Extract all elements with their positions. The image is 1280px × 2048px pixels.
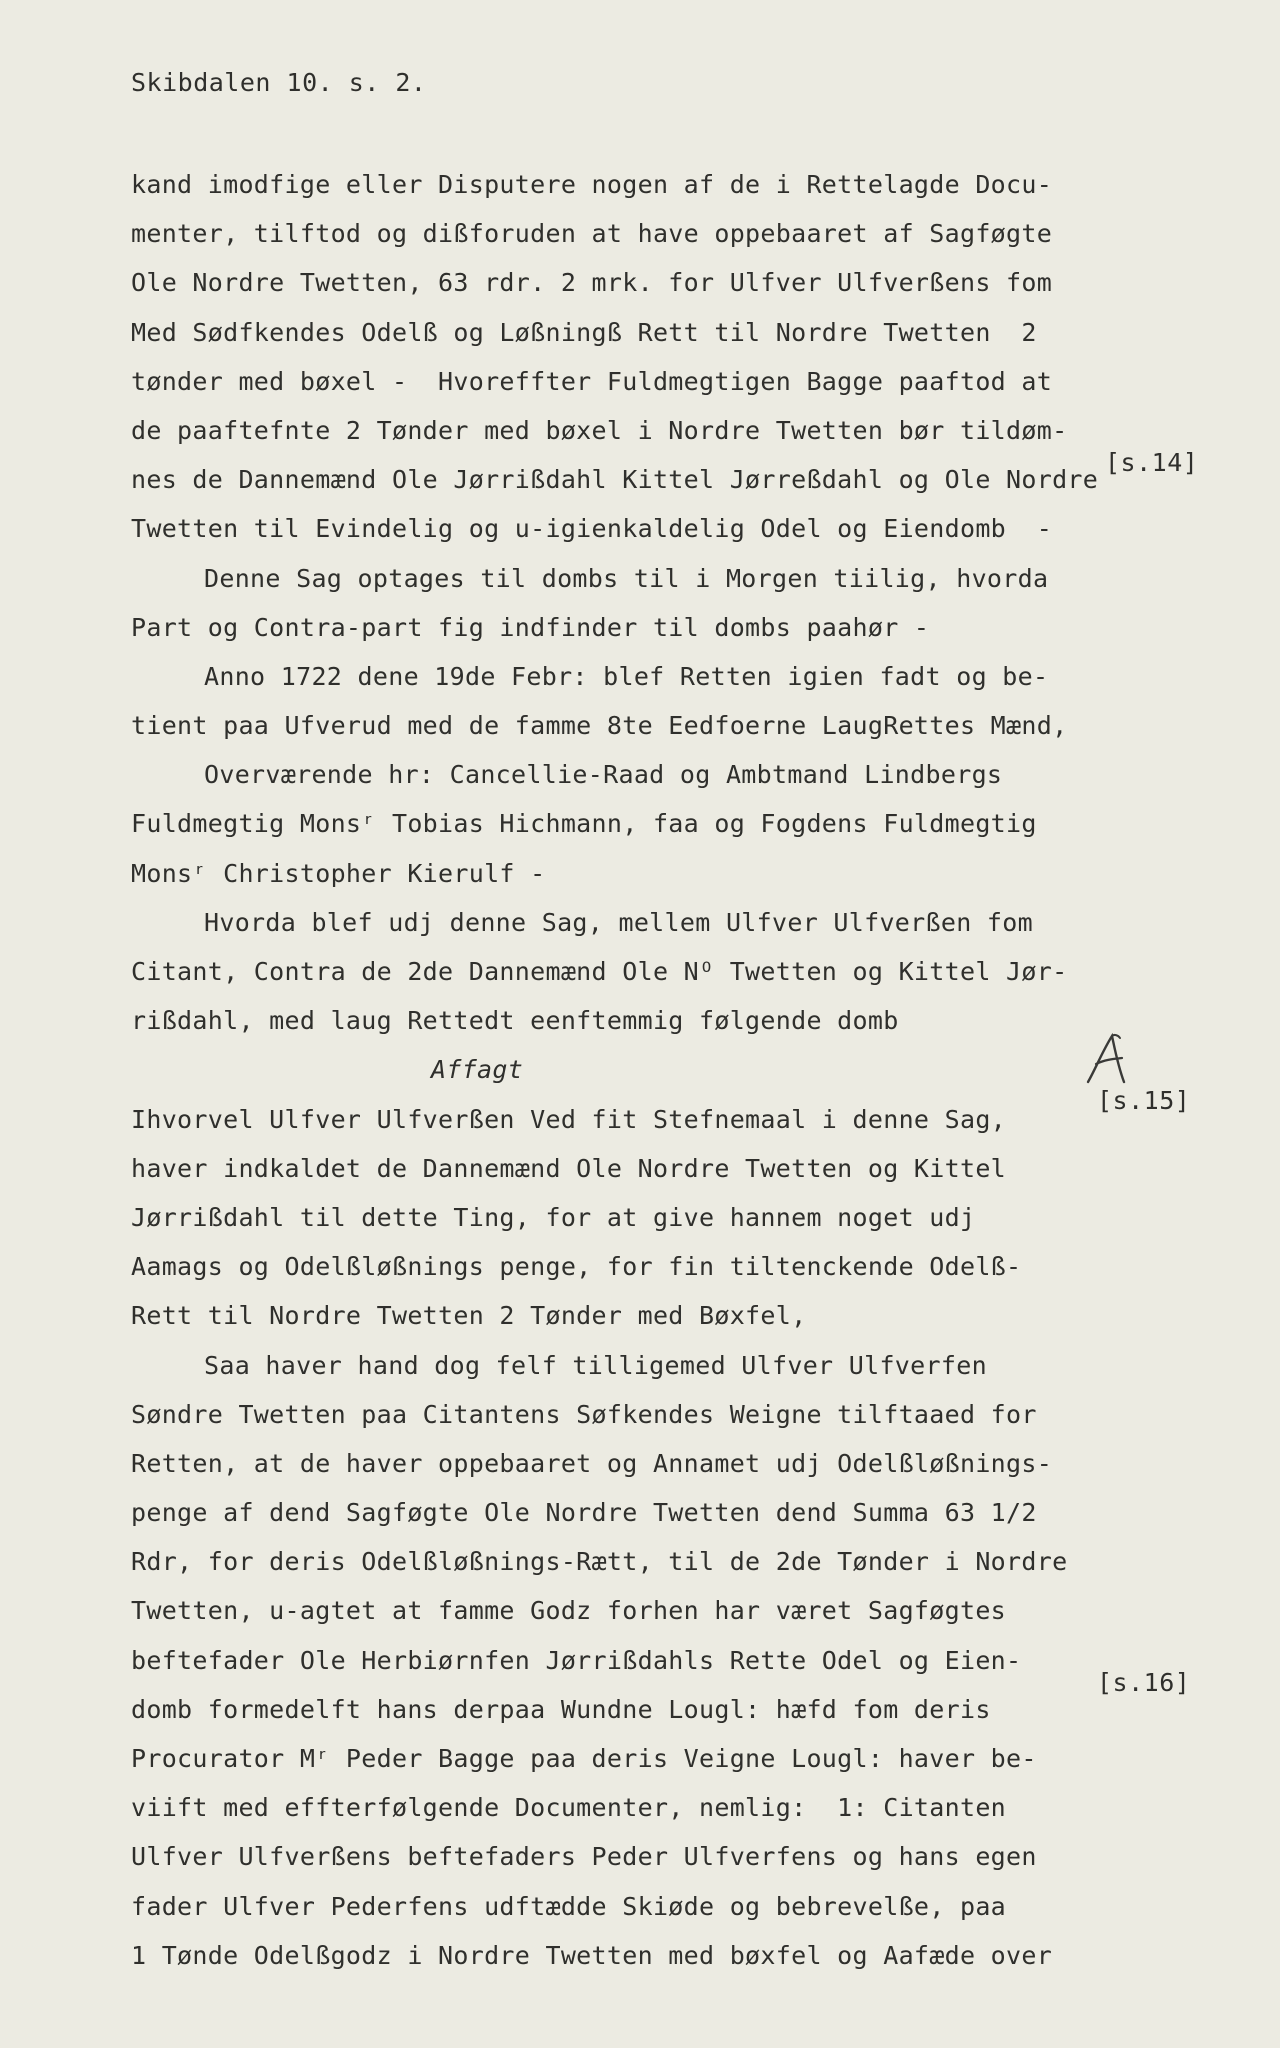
- text-line: beftefader Ole Herbiørnfen Jørrißdahls Rette Odel og Eien-: [131, 1645, 1022, 1675]
- text-line: Søndre Twetten paa Citantens Søfkendes Weigne tilftaaed for: [131, 1399, 1037, 1429]
- text-line: domb formedelft hans derpaa Wundne Lougl: hæfd fom deris: [131, 1694, 991, 1724]
- text-line: Overværende hr: Cancellie-Raad og Ambtmand Lindbergs: [204, 760, 1003, 790]
- text-line: Twetten til Evindelig og u-igienkaldelig Odel og Eiendomb -: [131, 514, 1053, 544]
- margin-page-ref: [s.16]: [1097, 1668, 1191, 1697]
- margin-page-ref: [s.15]: [1097, 1086, 1191, 1115]
- text-line: tient paa Ufverud med de famme 8te Eedfoerne LaugRettes Mænd,: [131, 711, 1068, 741]
- text-body: [131, 160, 1099, 1980]
- text-line: de paaftefnte 2 Tønder med bøxel i Nordre Twetten bør tildøm-: [131, 415, 1068, 445]
- text-line: viift med effterfølgende Documenter, nemlig: 1: Citanten: [131, 1793, 1007, 1823]
- text-line: Citant, Contra de 2de Dannemænd Ole Nᴼ Twetten og Kittel Jør-: [131, 957, 1068, 986]
- text-line: Rdr, for deris Odelßløßnings-Rætt, til de 2de Tønder i Nordre: [131, 1547, 1068, 1577]
- text-line: 1 Tønde Odelßgodz i Nordre Twetten med bøxfel og Aafæde over: [131, 1940, 1053, 1970]
- text-line: haver indkaldet de Dannemænd Ole Nordre Twetten og Kittel: [131, 1153, 1007, 1183]
- text-line: Ulfver Ulfverßens beftefaders Peder Ulfverfens og hans egen: [131, 1842, 1037, 1872]
- text-line: Denne Sag optages til dombs til i Morgen tiilig, hvorda: [204, 563, 1049, 593]
- text-line: penge af dend Sagføgte Ole Nordre Twetten dend Summa 63 1/2: [131, 1498, 1037, 1528]
- section-heading: Affagt: [431, 1055, 524, 1085]
- text-line: Anno 1722 dene 19de Febr: blef Retten igien fadt og be-: [204, 661, 1049, 691]
- text-line: Ihvorvel Ulfver Ulfverßen Ved fit Stefnemaal i denne Sag,: [131, 1104, 1007, 1134]
- text-line: tønder med bøxel - Hvoreffter Fuldmegtigen Bagge paaftod at: [131, 366, 1053, 396]
- handwritten-a-mark: [1082, 1032, 1134, 1088]
- text-line: Jørrißdahl til dette Ting, for at give hannem noget udj: [131, 1202, 976, 1232]
- text-line: Med Sødfkendes Odelß og Løßningß Rett til Nordre Twetten 2: [131, 317, 1037, 347]
- text-line: Aamags og Odelßløßnings penge, for fin tiltenckende Odelß-: [131, 1252, 1022, 1282]
- text-line: Part og Contra-part fig indfinder til dombs paahør -: [131, 612, 930, 642]
- text-line: Rett til Nordre Twetten 2 Tønder med Bøxfel,: [131, 1301, 807, 1331]
- margin-page-ref: [s.14]: [1105, 448, 1199, 477]
- text-line: Fuldmegtig Monsʳ Tobias Hichmann, faa og Fogdens Fuldmegtig: [131, 809, 1037, 839]
- text-line: Retten, at de haver oppebaaret og Annamet udj Odelßløßnings-: [131, 1448, 1053, 1478]
- text-line: kand imodfige eller Disputere nogen af de i Rettelagde Docu-: [131, 170, 1053, 199]
- text-line: Procurator Mʳ Peder Bagge paa deris Veigne Lougl: haver be-: [131, 1744, 1037, 1773]
- text-line: rißdahl, med laug Rettedt eenftemmig følgende domb: [131, 1006, 899, 1036]
- text-line: fader Ulfver Pederfens udftædde Skiøde og bebrevelße, paa: [131, 1891, 1007, 1921]
- text-line: Twetten, u-agtet at famme Godz forhen har været Sagføgtes: [131, 1596, 1007, 1626]
- text-line: Monsʳ Christopher Kierulf -: [131, 858, 546, 888]
- page-header: Skibdalen 10. s. 2.: [131, 68, 427, 97]
- text-line: menter, tilftod og dißforuden at have oppebaaret af Sagføgte: [131, 219, 1053, 249]
- text-line: nes de Dannemænd Ole Jørrißdahl Kittel Jørreßdahl og Ole Nordre: [131, 465, 1099, 495]
- text-line: Hvorda blef udj denne Sag, mellem Ulfver Ulfverßen fom: [204, 907, 1033, 937]
- text-line: Saa haver hand dog felf tilligemed Ulfver Ulfverfen: [204, 1350, 987, 1380]
- text-line: Ole Nordre Twetten, 63 rdr. 2 mrk. for Ulfver Ulfverßens fom: [131, 268, 1053, 298]
